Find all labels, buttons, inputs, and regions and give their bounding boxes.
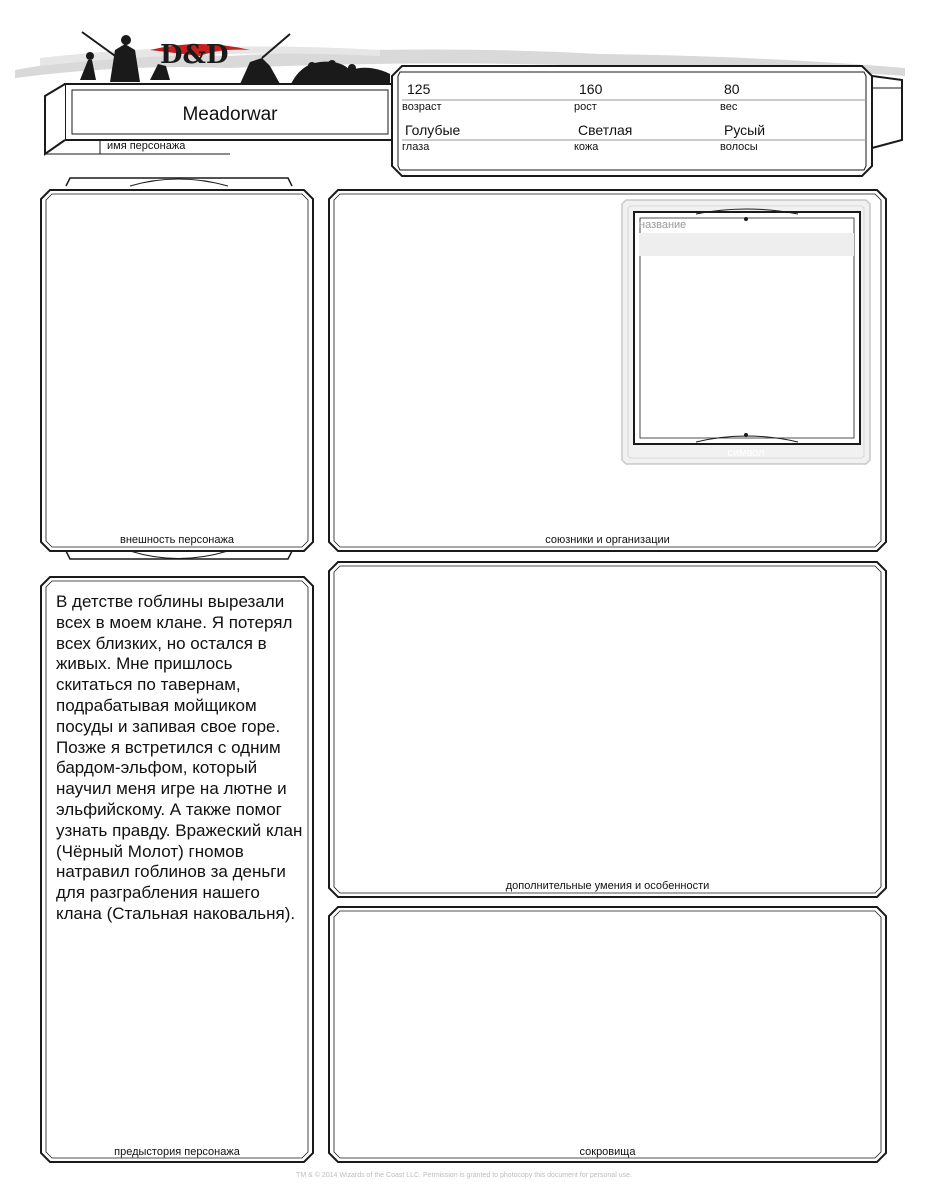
- faction-symbol-label: символ: [727, 447, 765, 459]
- appearance-label: внешность персонажа: [120, 534, 234, 546]
- character-name-value[interactable]: Meadorwar: [182, 104, 278, 125]
- age-value[interactable]: 125: [407, 81, 431, 97]
- faction-name-label: название: [639, 219, 687, 231]
- character-name-label: имя персонажа: [107, 140, 186, 152]
- height-value[interactable]: 160: [579, 81, 603, 97]
- weight-value[interactable]: 80: [724, 81, 740, 97]
- backstory-text[interactable]: В детстве гоблины вырезали всех в моем клане. Я потерял всех близких, но остался в живых. Мне пришлось скитаться по тавернам, подрабатывая мойщиком посуды и запивая свое горе. Позже я встретился с одним бардом-эльфом, который научил меня игре на лютне и эльфийскому. А также помог узнать правду. Вражеский клан (Чёрный Молот) гномов натравил гоблинов за деньги для разграбления нашего клана (Стальная наковальня).: [56, 592, 303, 923]
- hair-label: волосы: [720, 141, 758, 153]
- copyright-footer: TM & © 2014 Wizards of the Coast LLC. Permission is granted to photocopy this document for personal use.: [296, 1172, 632, 1179]
- skin-value[interactable]: Светлая: [578, 122, 633, 138]
- eyes-label: глаза: [402, 141, 430, 153]
- eyes-value[interactable]: Голубые: [405, 122, 461, 138]
- age-label: возраст: [402, 101, 442, 113]
- weight-label: вес: [720, 101, 738, 113]
- features-label: дополнительные умения и особенности: [505, 880, 710, 892]
- backstory-label: предыстория персонажа: [114, 1146, 240, 1158]
- skin-label: кожа: [574, 141, 599, 153]
- dnd-logo: D&D: [160, 40, 229, 70]
- height-label: рост: [574, 101, 597, 113]
- allies-label: союзники и организации: [545, 534, 670, 546]
- hair-value[interactable]: Русый: [724, 122, 766, 138]
- treasure-label: сокровища: [579, 1146, 636, 1158]
